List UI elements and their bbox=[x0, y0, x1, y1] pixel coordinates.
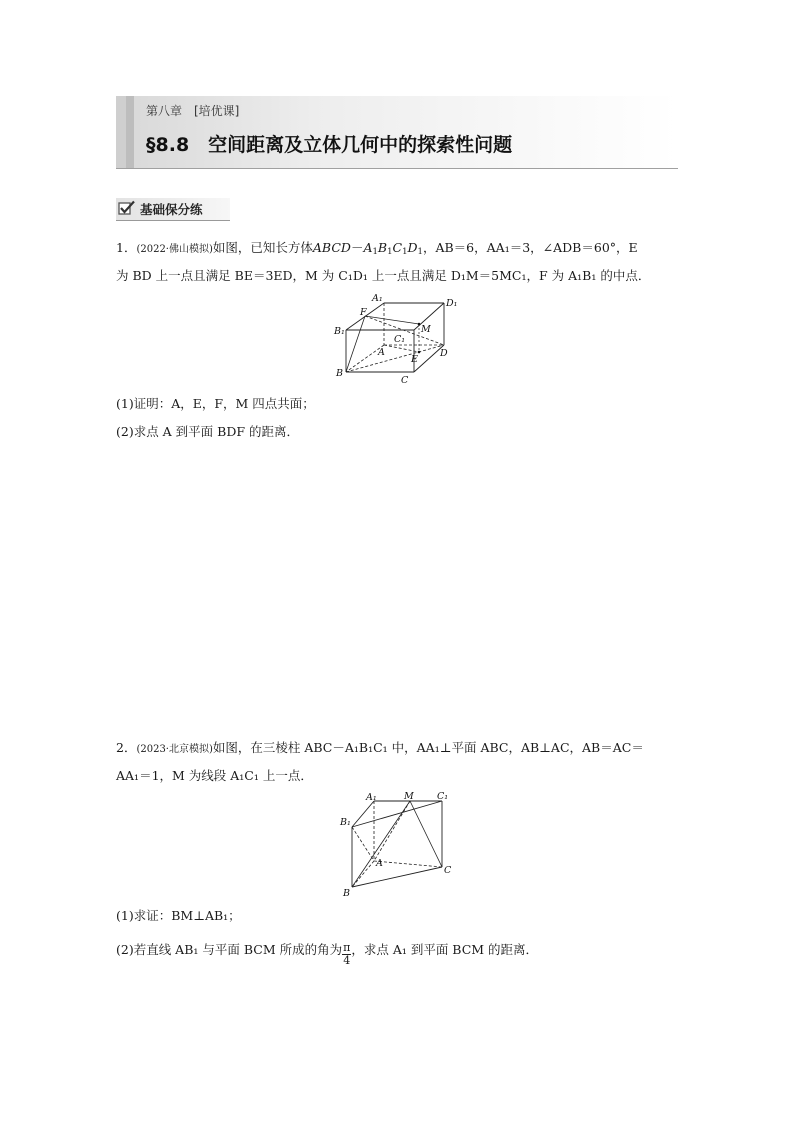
label-a: A bbox=[378, 347, 385, 358]
seg-b1a bbox=[352, 827, 374, 861]
seg-ma bbox=[374, 801, 410, 861]
q1-sub2: (2)求点 A 到平面 BDF 的距离． bbox=[116, 424, 300, 439]
q2-sub2-a: (2)若直线 AB₁ 与平面 BCM 所成的角为 bbox=[116, 942, 343, 957]
label-b: B bbox=[343, 888, 350, 899]
frac-numerator: π bbox=[343, 941, 351, 954]
label-a1: A₁ bbox=[366, 792, 377, 803]
label-a: A bbox=[376, 858, 383, 869]
label-c1: C₁ bbox=[437, 791, 449, 802]
label-c: C bbox=[444, 865, 452, 876]
q2-sub1: (1)求证：BM⊥AB₁； bbox=[116, 908, 241, 923]
label-b: B bbox=[336, 368, 343, 379]
seg-mb bbox=[352, 801, 410, 887]
label-b1: B₁ bbox=[334, 326, 345, 337]
q1-rest-line1: ，AB＝6，AA₁＝3，∠ADB＝60°，E bbox=[422, 240, 638, 255]
q2-figure bbox=[338, 790, 458, 904]
edge-a1b1 bbox=[352, 801, 374, 827]
seg-fb bbox=[346, 316, 365, 372]
q1-number: 1． bbox=[116, 240, 137, 255]
label-d1: D₁ bbox=[446, 298, 458, 309]
header-bar-inner bbox=[126, 96, 134, 168]
section-tag bbox=[116, 198, 230, 221]
point-e bbox=[418, 351, 421, 354]
q2-sub2-b: ，求点 A₁ 到平面 BCM 的距离． bbox=[351, 942, 539, 957]
q1-line2: 为 BD 上一点且满足 BE＝3ED，M 为 C₁D₁ 上一点且满足 D₁M＝5MC₁，F 为 A₁B₁ 的中点． bbox=[116, 268, 651, 283]
seg-mc bbox=[410, 801, 442, 867]
check-box-icon bbox=[118, 200, 136, 216]
q1-line1 bbox=[116, 240, 682, 260]
q1-sub1: (1)证明：A，E，F，M 四点共面； bbox=[116, 396, 315, 411]
label-c1: C₁ bbox=[394, 334, 406, 345]
seg-fm bbox=[365, 316, 419, 324]
q2-sub2 bbox=[116, 942, 682, 967]
label-m: M bbox=[421, 324, 431, 335]
label-a1: A₁ bbox=[372, 293, 383, 304]
label-e: E bbox=[411, 354, 418, 365]
chapter-label: 第八章 [培优课] bbox=[146, 104, 240, 118]
label-d: D bbox=[440, 348, 448, 359]
q2-line2: AA₁＝1，M 为线段 A₁C₁ 上一点． bbox=[116, 768, 313, 783]
q1-formula: $ABCD-A_1B_1C_1D_1$ bbox=[312, 240, 423, 257]
q2-line1 bbox=[116, 740, 682, 758]
edge-ac bbox=[374, 861, 442, 867]
label-f: F bbox=[360, 307, 367, 318]
q2-fraction bbox=[342, 942, 351, 967]
q2-line1-text: 如图，在三棱柱 ABC－A₁B₁C₁ 中，AA₁⊥平面 ABC，AB⊥AC，AB＝AC＝ bbox=[212, 740, 644, 755]
q2-source: (2023·北京模拟) bbox=[136, 744, 213, 755]
label-m: M bbox=[404, 791, 414, 802]
page-title: §8.8 空间距离及立体几何中的探索性问题 bbox=[146, 134, 513, 156]
edge-bc bbox=[352, 867, 442, 887]
q1-figure bbox=[332, 292, 462, 392]
label-c: C bbox=[401, 375, 409, 386]
section-label: 基础保分练 bbox=[140, 202, 203, 217]
label-b1: B₁ bbox=[340, 817, 351, 828]
header-bar bbox=[116, 96, 126, 168]
chapter-header bbox=[116, 96, 678, 169]
q1-text-a: 如图，已知长方体 bbox=[212, 240, 313, 255]
frac-denominator: 4 bbox=[343, 954, 351, 967]
q1-source: (2022·佛山模拟) bbox=[136, 244, 213, 255]
q2-number: 2． bbox=[116, 740, 137, 755]
point-m bbox=[418, 323, 421, 326]
